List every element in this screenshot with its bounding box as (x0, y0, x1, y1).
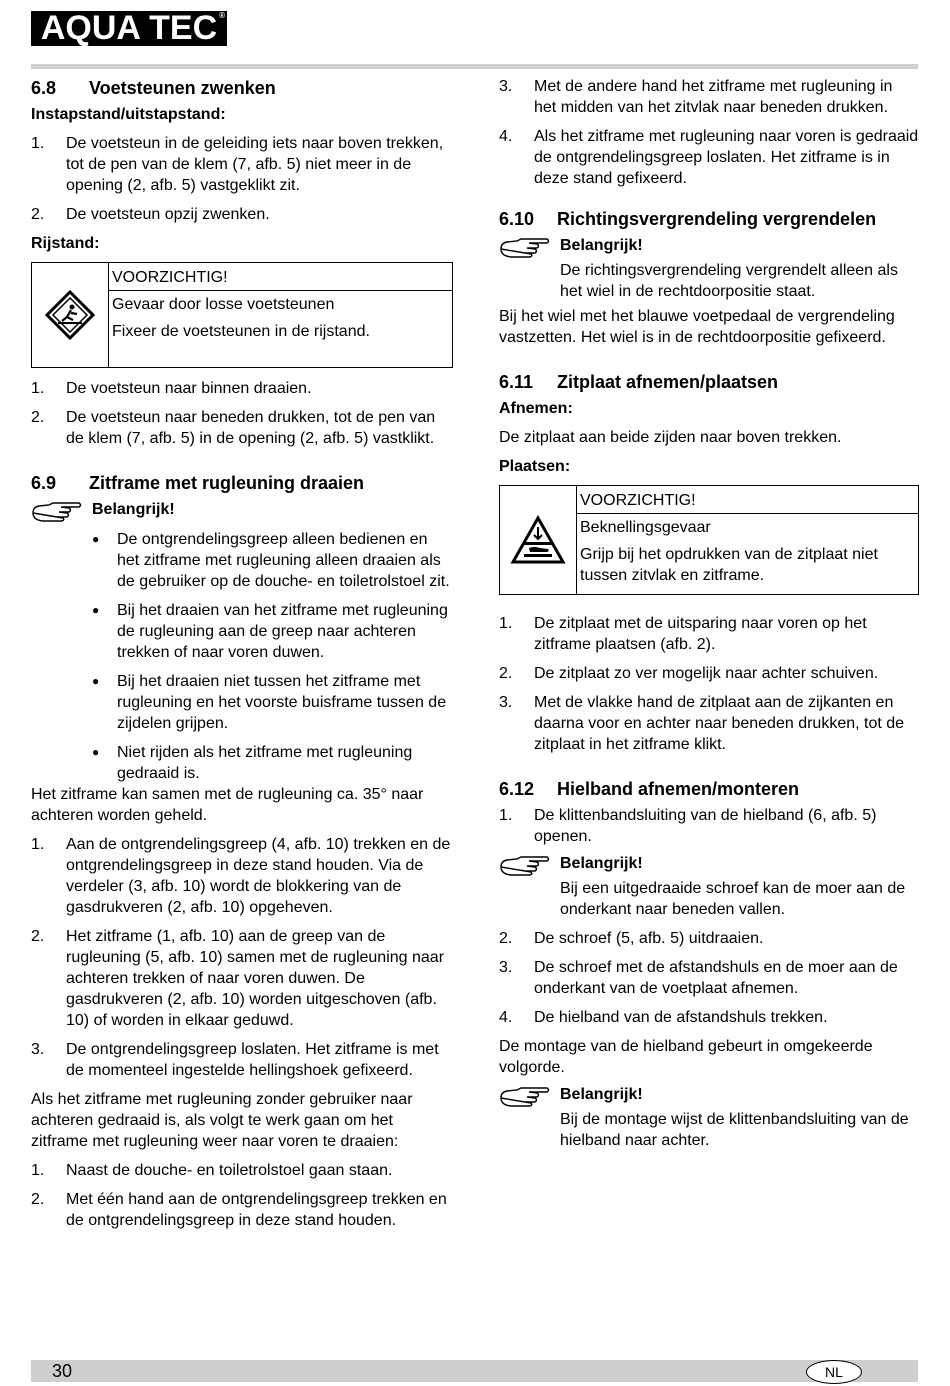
brand-logo (31, 11, 227, 46)
pointing-hand-icon (499, 853, 560, 920)
pointing-hand-icon (499, 1084, 560, 1151)
note-title: Belangrijk! (560, 855, 643, 872)
list-item: 3. Met de andere hand het zitframe met rugleuning in het midden van het zitvlak naar beneden drukken. (499, 78, 893, 116)
section-heading-6-8: 6.8 Voetsteunen zwenken (31, 78, 276, 98)
brand-logo-text: AQUA TEC (40, 9, 218, 47)
caution-text: Beknellingsgevaar (580, 519, 711, 536)
list-item: 1. De klittenbandsluiting van de hielband (6, afb. 5) openen. (499, 807, 877, 845)
paragraph: Het zitframe kan samen met de rugleuning ca. 35° naar achteren worden geheld. (31, 786, 424, 824)
bullet-item: ● De ontgrendelingsgreep alleen bedienen en het zitframe met rugleuning alleen draaien als de gebruiker op de douche- en toiletrolstoel zit. (92, 531, 450, 590)
section-heading-6-12: 6.12 Hielband afnemen/monteren (499, 779, 800, 799)
note-title: Belangrijk! (92, 501, 175, 518)
registered-mark: ® (219, 11, 225, 20)
language-badge: NL (806, 1360, 862, 1384)
left-column (31, 76, 453, 1231)
section-heading-6-11: 6.11 Zitplaat afnemen/plaatsen (499, 372, 779, 392)
caution-text: Grijp bij het opdrukken van de zitplaat niet tussen zitvlak en zitframe. (580, 546, 878, 584)
slip-hazard-icon (32, 263, 109, 367)
bullet-item: ● Bij het draaien van het zitframe met rugleuning de rugleuning aan de greep naar achteren trekken of naar voren duwen. (92, 602, 448, 661)
paragraph: Als het zitframe met rugleuning zonder gebruiker naar achteren gedraaid is, als volgt te werk gaan om het zitframe met rugleuning weer naar voren te draaien: (31, 1091, 413, 1150)
section-heading-6-9: 6.9 Zitframe met rugleuning draaien (31, 473, 365, 493)
paragraph: De zitplaat aan beide zijden naar boven trekken. (499, 429, 842, 446)
list-item: 1. Naast de douche- en toiletrolstoel gaan staan. (31, 1162, 393, 1179)
list-item: 1. Aan de ontgrendelingsgreep (4, afb. 10) trekken en de ontgrendelingsgreep in deze stand houden. Via de verdeler (3, afb. 10) wordt de blokkering van de gasdrukveren (2, afb. 10) opgeheven. (31, 836, 451, 916)
list-item: 3. Met de vlakke hand de zitplaat aan de zijkanten en daarna voor en achter naar beneden drukken, tot de zitplaat in het zitframe klikt. (499, 694, 905, 753)
header-divider (31, 64, 918, 69)
subheading-instapstand: Instapstand/uitstapstand: (31, 106, 226, 123)
caution-text: Gevaar door losse voetsteunen (112, 296, 335, 313)
note-title: Belangrijk! (560, 237, 643, 254)
footer-bar (31, 1360, 918, 1382)
bullet-item: ● Bij het draaien niet tussen het zitframe met rugleuning en het voorste buisframe tussen de zijdelen grijpen. (92, 673, 447, 732)
caution-box (499, 485, 919, 595)
bullet-item: ● Niet rijden als het zitframe met rugleuning gedraaid is. (92, 744, 413, 782)
list-item: 2. De schroef (5, afb. 5) uitdraaien. (499, 930, 764, 947)
important-note (499, 853, 919, 920)
list-item: 2. De voetsteun opzij zwenken. (31, 206, 270, 223)
crush-hazard-icon (500, 486, 577, 594)
page-number: 30 (52, 1361, 73, 1381)
important-note (31, 499, 453, 529)
list-item: 4. De hielband van de afstandshuls trekken. (499, 1009, 828, 1026)
section-heading-6-10: 6.10 Richtingsvergrendeling vergrendelen (499, 209, 877, 229)
right-column (499, 76, 919, 1151)
list-item: 1. De zitplaat met de uitsparing naar voren op het zitframe plaatsen (afb. 2). (499, 615, 867, 653)
subheading-rijstand: Rijstand: (31, 235, 100, 252)
subheading-afnemen: Afnemen: (499, 400, 573, 417)
caution-title: VOORZICHTIG! (577, 486, 918, 514)
important-note (499, 235, 919, 302)
list-item: 2. Het zitframe (1, afb. 10) aan de greep van de rugleuning (5, afb. 10) samen met de rugleuning naar achteren trekken of naar voren duwen. De gasdrukveren (2, afb. 10) worden uitgeschoven (afb. 10) of worden in elkaar geduwd. (31, 928, 445, 1029)
list-item: 1. De voetsteun naar binnen draaien. (31, 380, 312, 397)
caution-title: VOORZICHTIG! (109, 263, 452, 291)
list-item: 2. De zitplaat zo ver mogelijk naar achter schuiven. (499, 665, 879, 682)
list-item: 1. De voetsteun in de geleiding iets naar boven trekken, tot de pen van de klem (7, afb. 5) niet meer in de opening (2, afb. 5) vastgeklikt zit. (31, 135, 444, 194)
list-item: 3. De schroef met de afstandshuls en de moer aan de onderkant van de voetplaat afnemen. (499, 959, 898, 997)
pointing-hand-icon (31, 499, 92, 529)
note-text: Bij de montage wijst de klittenbandsluiting van de hielband naar achter. (560, 1111, 909, 1149)
note-title: Belangrijk! (560, 1086, 643, 1103)
paragraph: Bij het wiel met het blauwe voetpedaal de vergrendeling vastzetten. Het wiel is in de rechtdoorpositie gefixeerd. (499, 308, 895, 346)
caution-text: Fixeer de voetsteunen in de rijstand. (112, 323, 370, 340)
paragraph: De montage van de hielband gebeurt in omgekeerde volgorde. (499, 1038, 873, 1076)
list-item: 2. De voetsteun naar beneden drukken, tot de pen van de klem (7, afb. 5) in de opening (2, afb. 5) vastklikt. (31, 409, 436, 447)
caution-box (31, 262, 453, 368)
subheading-plaatsen: Plaatsen: (499, 458, 571, 475)
list-item: 2. Met één hand aan de ontgrendelingsgreep trekken en de ontgrendelingsgreep in deze stand houden. (31, 1191, 447, 1229)
note-text: De richtingsvergrendeling vergrendelt alleen als het wiel in de rechtdoorpositie staat. (560, 262, 898, 300)
list-item: 4. Als het zitframe met rugleuning naar voren is gedraaid de ontgrendelingsgreep loslaten. Het zitframe is in deze stand gefixeerd. (499, 128, 919, 187)
pointing-hand-icon (499, 235, 560, 302)
list-item: 3. De ontgrendelingsgreep loslaten. Het zitframe is met de momenteel ingestelde hellingshoek gefixeerd. (31, 1041, 439, 1079)
note-text: Bij een uitgedraaide schroef kan de moer aan de onderkant naar beneden vallen. (560, 880, 906, 918)
important-note (499, 1084, 919, 1151)
